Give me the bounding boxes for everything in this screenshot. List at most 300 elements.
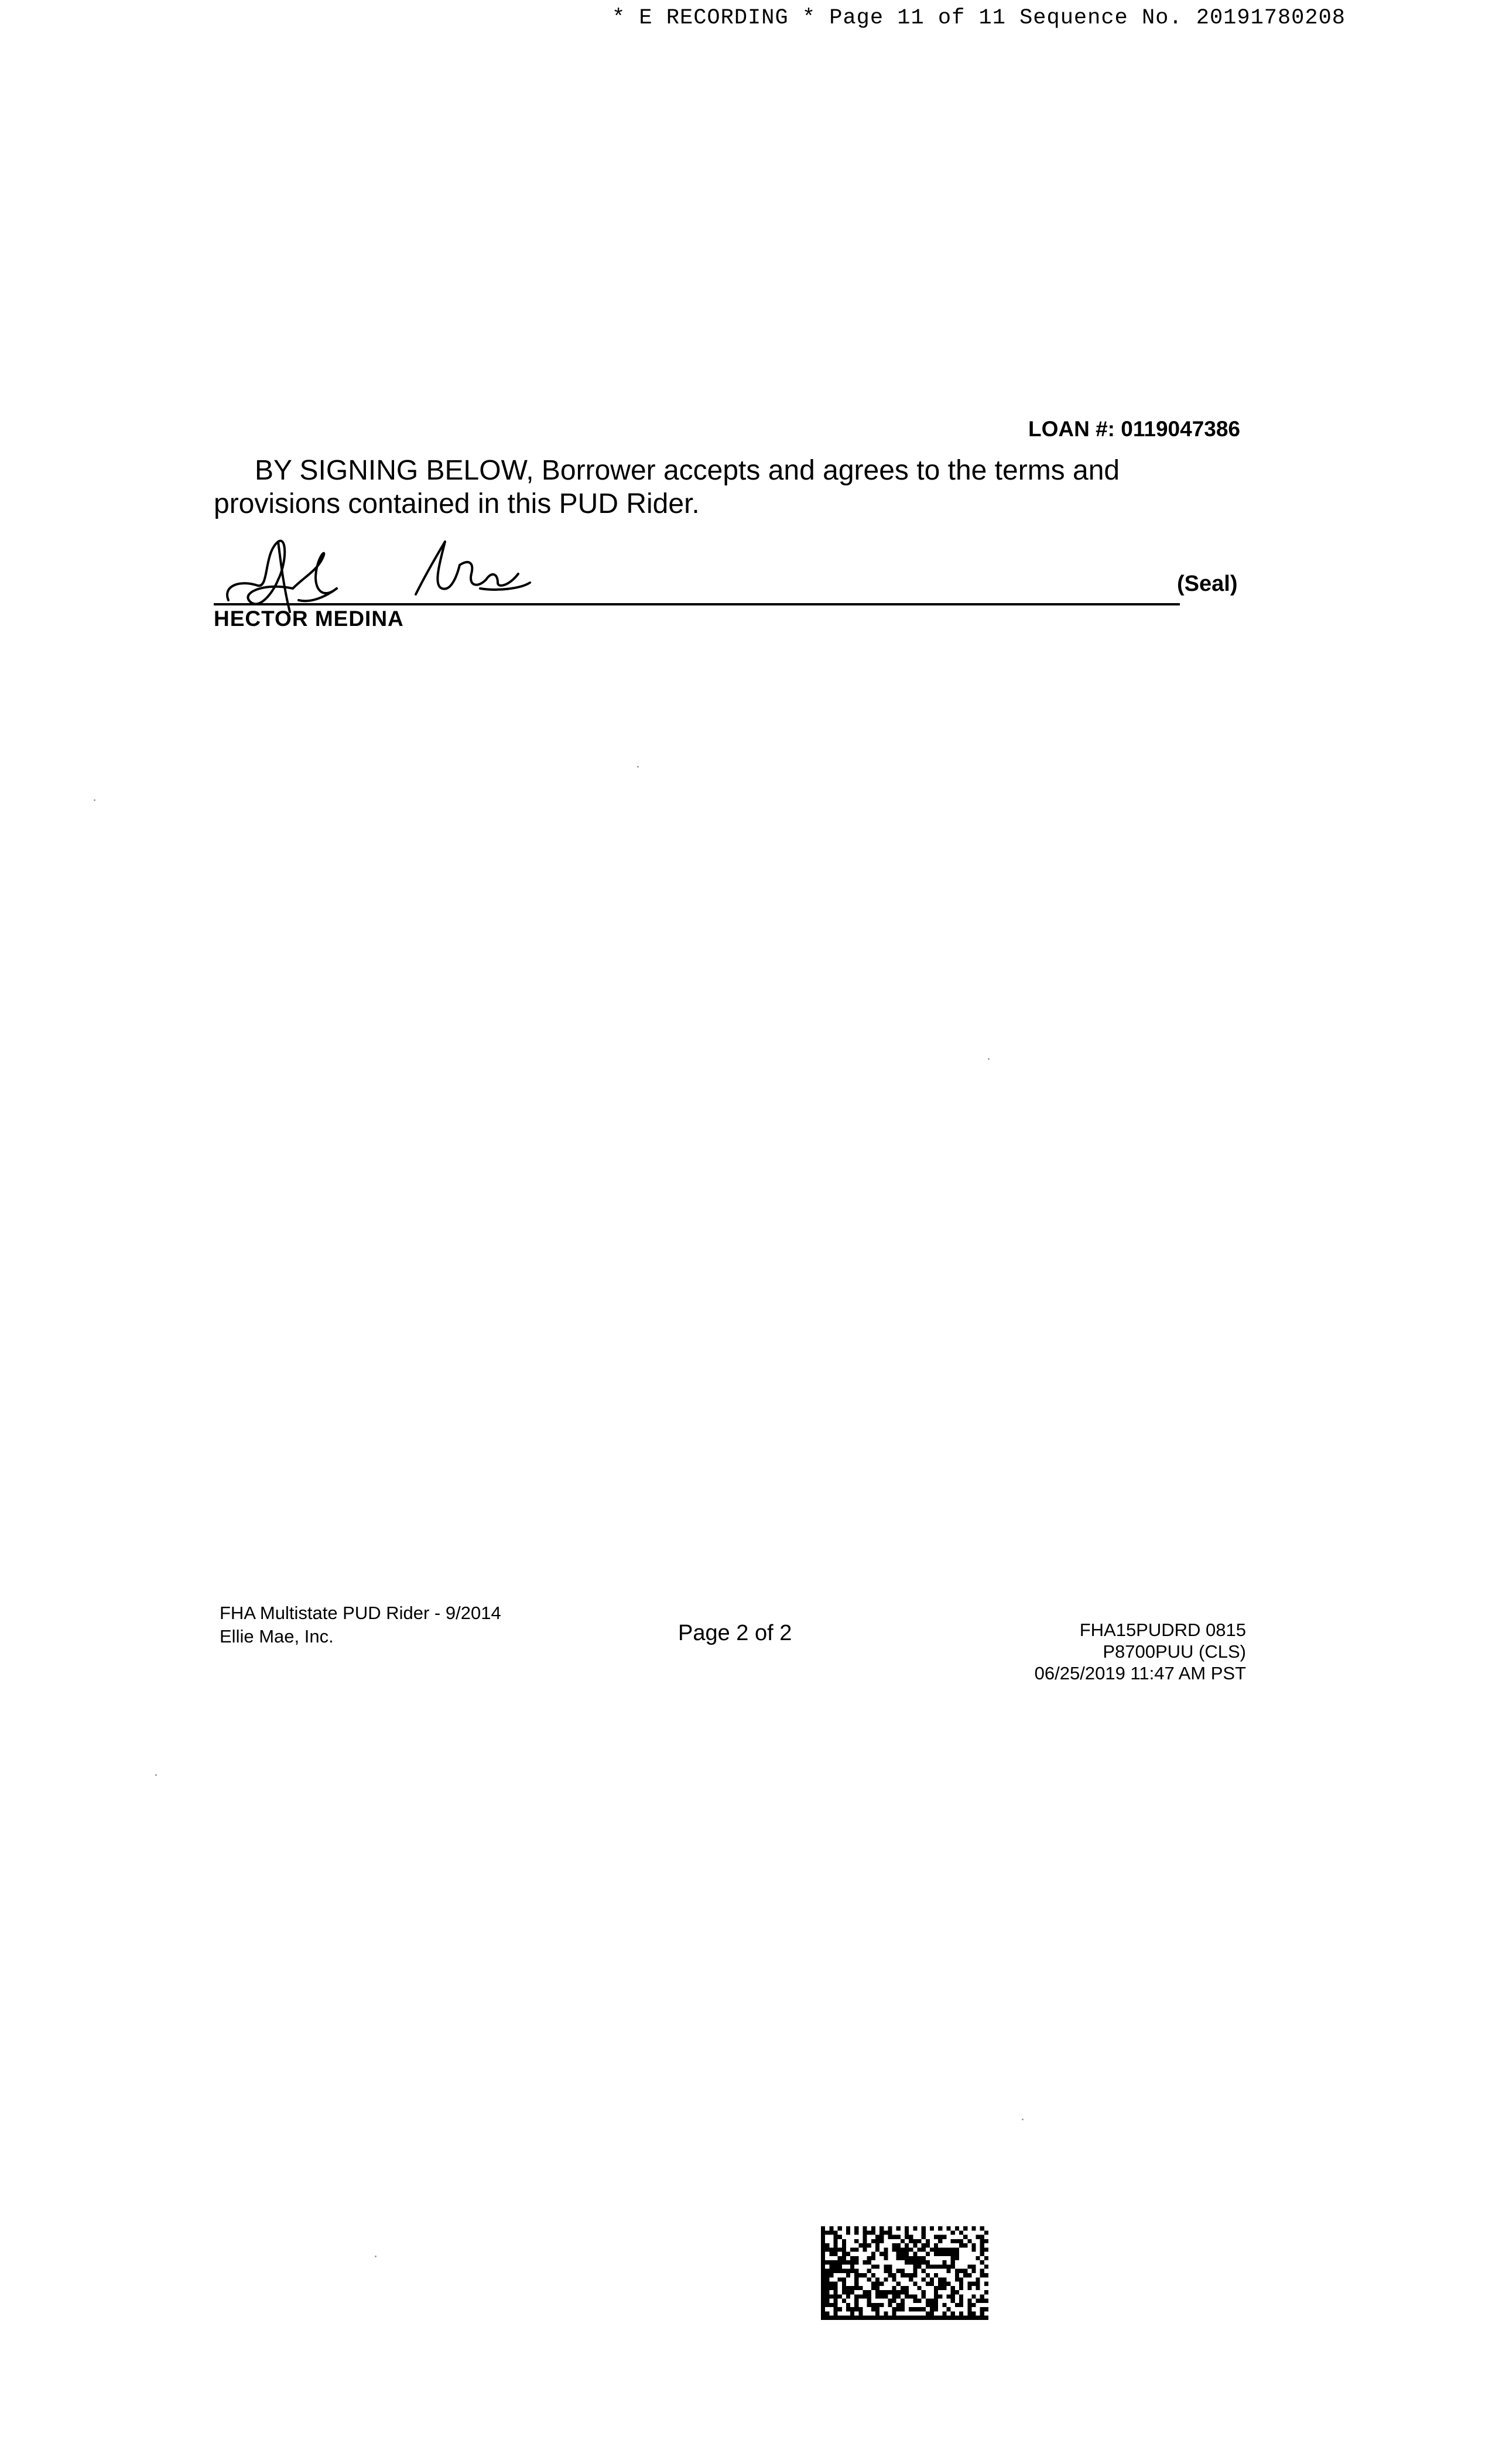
barcode-module [938, 2282, 942, 2286]
barcode-module [938, 2226, 942, 2230]
footer-doc-code: P8700PUU (CLS) [1103, 1641, 1246, 1662]
barcode-module [825, 2273, 829, 2277]
barcode-module [934, 2294, 938, 2298]
barcode-module [842, 2260, 846, 2264]
barcode-module [909, 2307, 913, 2311]
barcode-module [879, 2303, 884, 2307]
barcode-module [833, 2243, 837, 2247]
barcode-module [875, 2307, 879, 2311]
barcode-module [842, 2277, 846, 2281]
barcode-module [833, 2264, 837, 2268]
scan-speck [155, 1774, 157, 1776]
barcode-module [838, 2226, 842, 2230]
barcode-module [854, 2282, 858, 2286]
barcode-module [842, 2243, 846, 2247]
barcode-module [825, 2303, 829, 2307]
barcode-module [951, 2294, 955, 2298]
barcode-module [976, 2299, 980, 2303]
barcode-module [833, 2299, 837, 2303]
barcode-module [976, 2235, 980, 2239]
barcode-module [930, 2303, 934, 2307]
barcode-module [922, 2277, 926, 2281]
barcode-module [829, 2286, 833, 2290]
barcode-module [930, 2282, 934, 2286]
barcode-module [838, 2269, 842, 2273]
barcode-module [922, 2290, 926, 2294]
barcode-module [967, 2299, 971, 2303]
barcode-module [871, 2303, 875, 2307]
barcode-module [947, 2307, 951, 2311]
barcode-module [967, 2316, 971, 2320]
signer-name: HECTOR MEDINA [214, 607, 404, 631]
barcode-module [884, 2269, 888, 2273]
barcode-module [984, 2239, 988, 2243]
barcode-module [959, 2230, 963, 2234]
barcode-module [947, 2294, 951, 2298]
barcode-module [821, 2260, 825, 2264]
barcode-module [913, 2256, 917, 2260]
barcode-module [905, 2243, 909, 2247]
barcode-module [875, 2277, 879, 2281]
barcode-module [884, 2290, 888, 2294]
barcode-module [896, 2256, 901, 2260]
barcode-module [917, 2256, 921, 2260]
barcode-module [942, 2286, 946, 2290]
barcode-module [930, 2277, 934, 2281]
barcode-module [896, 2294, 901, 2298]
barcode-module [867, 2316, 871, 2320]
barcode-module [934, 2316, 938, 2320]
barcode-module [959, 2316, 963, 2320]
barcode-module [833, 2311, 837, 2315]
barcode-module [833, 2290, 837, 2294]
barcode-module [821, 2264, 825, 2268]
barcode-module [854, 2303, 858, 2307]
barcode-module [942, 2264, 946, 2268]
barcode-module [875, 2286, 879, 2290]
barcode-module [917, 2307, 921, 2311]
barcode-module [846, 2273, 850, 2277]
barcode-module [854, 2226, 858, 2230]
barcode-module [901, 2307, 905, 2311]
barcode-module [825, 2230, 829, 2234]
barcode-module [938, 2264, 942, 2268]
barcode-module [867, 2243, 871, 2247]
barcode-module [951, 2239, 955, 2243]
barcode-module [821, 2269, 825, 2273]
barcode-module [854, 2286, 858, 2290]
barcode-module [971, 2311, 976, 2315]
barcode-module [884, 2252, 888, 2256]
barcode-module [930, 2299, 934, 2303]
barcode-module [863, 2316, 867, 2320]
barcode-module [922, 2226, 926, 2230]
barcode-module [829, 2252, 833, 2256]
barcode-module [896, 2290, 901, 2294]
barcode-module [955, 2273, 959, 2277]
barcode-module [879, 2290, 884, 2294]
barcode-module [842, 2269, 846, 2273]
barcode-module [959, 2282, 963, 2286]
barcode-module [967, 2286, 971, 2290]
barcode-module [825, 2269, 829, 2273]
barcode-module [951, 2247, 955, 2251]
barcode-module [959, 2303, 963, 2307]
recording-header: * E RECORDING * Page 11 of 11 Sequence No. 20191780208 [612, 6, 1346, 30]
barcode-module [905, 2230, 909, 2234]
barcode-module [838, 2235, 842, 2239]
barcode-module [913, 2282, 917, 2286]
barcode-module [934, 2307, 938, 2311]
seal-label: (Seal) [1177, 571, 1238, 596]
barcode-module [821, 2256, 825, 2260]
barcode-module [825, 2260, 829, 2264]
barcode-module [842, 2239, 846, 2243]
barcode-module [905, 2226, 909, 2230]
barcode-module [888, 2235, 892, 2239]
barcode-module [879, 2316, 884, 2320]
barcode-module [850, 2269, 854, 2273]
barcode-module [901, 2316, 905, 2320]
barcode-module [942, 2235, 946, 2239]
barcode-module [922, 2243, 926, 2247]
barcode-module [867, 2277, 871, 2281]
barcode-module [922, 2260, 926, 2264]
barcode-module [821, 2316, 825, 2320]
barcode-module [858, 2243, 863, 2247]
barcode-module [905, 2260, 909, 2264]
barcode-module [913, 2316, 917, 2320]
barcode-module [833, 2235, 837, 2239]
barcode-module [879, 2252, 884, 2256]
barcode-module [838, 2247, 842, 2251]
barcode-module [821, 2273, 825, 2277]
barcode-module [867, 2294, 871, 2298]
barcode-module [833, 2294, 837, 2298]
barcode-module [867, 2269, 871, 2273]
barcode-module [926, 2264, 930, 2268]
barcode-module [875, 2282, 879, 2286]
barcode-module [867, 2256, 871, 2260]
barcode-module [967, 2307, 971, 2311]
barcode-module [867, 2260, 871, 2264]
barcode-module [833, 2269, 837, 2273]
barcode-module [821, 2286, 825, 2290]
barcode-module [971, 2282, 976, 2286]
barcode-module [838, 2294, 842, 2298]
barcode-module [980, 2299, 984, 2303]
barcode-module [892, 2290, 896, 2294]
barcode-module [980, 2316, 984, 2320]
barcode-module [963, 2273, 967, 2277]
barcode-module [871, 2256, 875, 2260]
barcode-module [967, 2311, 971, 2315]
barcode-module [896, 2282, 901, 2286]
barcode-module [888, 2316, 892, 2320]
barcode-module [829, 2264, 833, 2268]
scan-speck [988, 1058, 990, 1060]
barcode-module [884, 2311, 888, 2315]
barcode-module [892, 2243, 896, 2247]
barcode-module [829, 2294, 833, 2298]
barcode-module [984, 2247, 988, 2251]
barcode-module [951, 2230, 955, 2234]
barcode-module [930, 2311, 934, 2315]
barcode-module [951, 2299, 955, 2303]
barcode-module [892, 2307, 896, 2311]
barcode-module [825, 2247, 829, 2251]
barcode-module [888, 2230, 892, 2234]
barcode-module [963, 2243, 967, 2247]
barcode-module [838, 2307, 842, 2311]
barcode-module [947, 2316, 951, 2320]
barcode-module [875, 2235, 879, 2239]
barcode-module [863, 2235, 867, 2239]
barcode-module [854, 2294, 858, 2298]
barcode-module [821, 2243, 825, 2247]
barcode-module [896, 2307, 901, 2311]
barcode-module [838, 2260, 842, 2264]
barcode-module [896, 2269, 901, 2273]
barcode-module [863, 2230, 867, 2234]
barcode-module [850, 2256, 854, 2260]
barcode-module [959, 2299, 963, 2303]
barcode-module [909, 2277, 913, 2281]
barcode-module [842, 2256, 846, 2260]
barcode-module [842, 2252, 846, 2256]
barcode-module [930, 2264, 934, 2268]
barcode-module [959, 2311, 963, 2315]
barcode-module [867, 2290, 871, 2294]
barcode-module [909, 2316, 913, 2320]
barcode-module [896, 2235, 901, 2239]
barcode-module [971, 2247, 976, 2251]
barcode-module [833, 2252, 837, 2256]
barcode-module [917, 2247, 921, 2251]
barcode-module [863, 2273, 867, 2277]
barcode-module [833, 2286, 837, 2290]
barcode-module [854, 2260, 858, 2264]
barcode-module [922, 2247, 926, 2251]
barcode-module [976, 2277, 980, 2281]
barcode-module [821, 2239, 825, 2243]
barcode-module [934, 2264, 938, 2268]
barcode-module [871, 2273, 875, 2277]
barcode-module [926, 2273, 930, 2277]
barcode-module [871, 2286, 875, 2290]
barcode-module [892, 2247, 896, 2251]
barcode-module [913, 2269, 917, 2273]
barcode-module [922, 2294, 926, 2298]
barcode-module [871, 2307, 875, 2311]
barcode-module [833, 2282, 837, 2286]
barcode-module [971, 2264, 976, 2268]
barcode-module [829, 2269, 833, 2273]
barcode-module [829, 2316, 833, 2320]
barcode-module [926, 2239, 930, 2243]
barcode-module [833, 2307, 837, 2311]
barcode-module [838, 2277, 842, 2281]
barcode-module [976, 2282, 980, 2286]
barcode-module [821, 2311, 825, 2315]
barcode-module [842, 2282, 846, 2286]
barcode-module [976, 2316, 980, 2320]
barcode-module [967, 2239, 971, 2243]
barcode-module [842, 2247, 846, 2251]
barcode-module [888, 2226, 892, 2230]
barcode-module [947, 2247, 951, 2251]
footer-vendor: Ellie Mae, Inc. [220, 1626, 334, 1647]
barcode-module [850, 2286, 854, 2290]
barcode-module [875, 2243, 879, 2247]
barcode-module [846, 2286, 850, 2290]
barcode-module [875, 2311, 879, 2315]
barcode-module [930, 2247, 934, 2251]
barcode-module [863, 2243, 867, 2247]
barcode-module [825, 2299, 829, 2303]
barcode-module [829, 2260, 833, 2264]
barcode-module [963, 2269, 967, 2273]
barcode-module [930, 2307, 934, 2311]
barcode-module [942, 2311, 946, 2315]
barcode-module [947, 2269, 951, 2273]
barcode-module [892, 2235, 896, 2239]
barcode-module [980, 2294, 984, 2298]
barcode-module [905, 2273, 909, 2277]
barcode-module [821, 2247, 825, 2251]
barcode-module [888, 2290, 892, 2294]
barcode-module [967, 2264, 971, 2268]
barcode-module [854, 2277, 858, 2281]
barcode-module [846, 2269, 850, 2273]
barcode-module [884, 2277, 888, 2281]
barcode-module [863, 2294, 867, 2298]
signature-line [214, 603, 1180, 605]
barcode-module [875, 2264, 879, 2268]
barcode-module [934, 2303, 938, 2307]
barcode-module [922, 2235, 926, 2239]
barcode-module [879, 2226, 884, 2230]
barcode-module [821, 2294, 825, 2298]
barcode-module [829, 2303, 833, 2307]
barcode-module [821, 2226, 825, 2230]
barcode-module [913, 2273, 917, 2277]
barcode-module [955, 2252, 959, 2256]
barcode-module [833, 2247, 837, 2251]
barcode-module [984, 2299, 988, 2303]
barcode-module [829, 2230, 833, 2234]
barcode-module [850, 2316, 854, 2320]
barcode-module [825, 2316, 829, 2320]
barcode-module [854, 2230, 858, 2234]
barcode-module [922, 2269, 926, 2273]
barcode-module [825, 2282, 829, 2286]
barcode-module [909, 2294, 913, 2298]
barcode-module [980, 2252, 984, 2256]
barcode-module [896, 2303, 901, 2307]
footer-codes [1035, 1619, 1246, 1684]
barcode-module [942, 2260, 946, 2264]
barcode-module [980, 2311, 984, 2315]
barcode-module [909, 2247, 913, 2251]
barcode-module [984, 2230, 988, 2234]
barcode-module [879, 2230, 884, 2234]
barcode-module [955, 2277, 959, 2281]
barcode-module [938, 2277, 942, 2281]
barcode-module [879, 2282, 884, 2286]
barcode-module [955, 2239, 959, 2243]
barcode-module [913, 2243, 917, 2247]
barcode-module [896, 2243, 901, 2247]
barcode-module [821, 2252, 825, 2256]
barcode-module [901, 2299, 905, 2303]
barcode-module [967, 2303, 971, 2307]
barcode-module [934, 2286, 938, 2290]
barcode-module [884, 2316, 888, 2320]
barcode-module [905, 2235, 909, 2239]
barcode-module [955, 2256, 959, 2260]
barcode-module [934, 2299, 938, 2303]
barcode-module [905, 2316, 909, 2320]
barcode-module [955, 2269, 959, 2273]
barcode-module [854, 2273, 858, 2277]
barcode-module [850, 2247, 854, 2251]
barcode-module [913, 2299, 917, 2303]
barcode-module [896, 2247, 901, 2251]
barcode-module [896, 2316, 901, 2320]
barcode-module [892, 2294, 896, 2298]
barcode-module [896, 2252, 901, 2256]
barcode-module [821, 2307, 825, 2311]
barcode-module [984, 2264, 988, 2268]
footer-timestamp: 06/25/2019 11:47 AM PST [1034, 1663, 1246, 1683]
barcode-module [976, 2256, 980, 2260]
barcode-module [829, 2247, 833, 2251]
barcode-module [833, 2303, 837, 2307]
barcode-module [909, 2260, 913, 2264]
barcode-module [867, 2299, 871, 2303]
barcode-module [850, 2307, 854, 2311]
scan-speck [637, 766, 639, 768]
barcode-module [846, 2294, 850, 2298]
barcode-module [959, 2294, 963, 2298]
barcode-module [959, 2269, 963, 2273]
barcode-module [971, 2269, 976, 2273]
barcode-module [913, 2226, 917, 2230]
barcode-module [951, 2264, 955, 2268]
barcode-module [825, 2277, 829, 2281]
barcode-module [934, 2243, 938, 2247]
barcode-module [871, 2316, 875, 2320]
barcode-module [888, 2269, 892, 2273]
barcode-module [917, 2260, 921, 2264]
barcode-module [846, 2260, 850, 2264]
barcode-module [926, 2282, 930, 2286]
barcode-module [901, 2286, 905, 2290]
barcode-module [838, 2264, 842, 2268]
barcode-module [951, 2252, 955, 2256]
footer-form-title: FHA Multistate PUD Rider - 9/2014 [220, 1603, 501, 1623]
barcode-module [942, 2252, 946, 2256]
barcode-module [938, 2294, 942, 2298]
barcode-module [846, 2307, 850, 2311]
barcode-module [892, 2286, 896, 2290]
barcode-module [922, 2316, 926, 2320]
barcode-module [955, 2226, 959, 2230]
barcode-module [942, 2303, 946, 2307]
barcode-module [947, 2226, 951, 2230]
barcode-module [922, 2256, 926, 2260]
